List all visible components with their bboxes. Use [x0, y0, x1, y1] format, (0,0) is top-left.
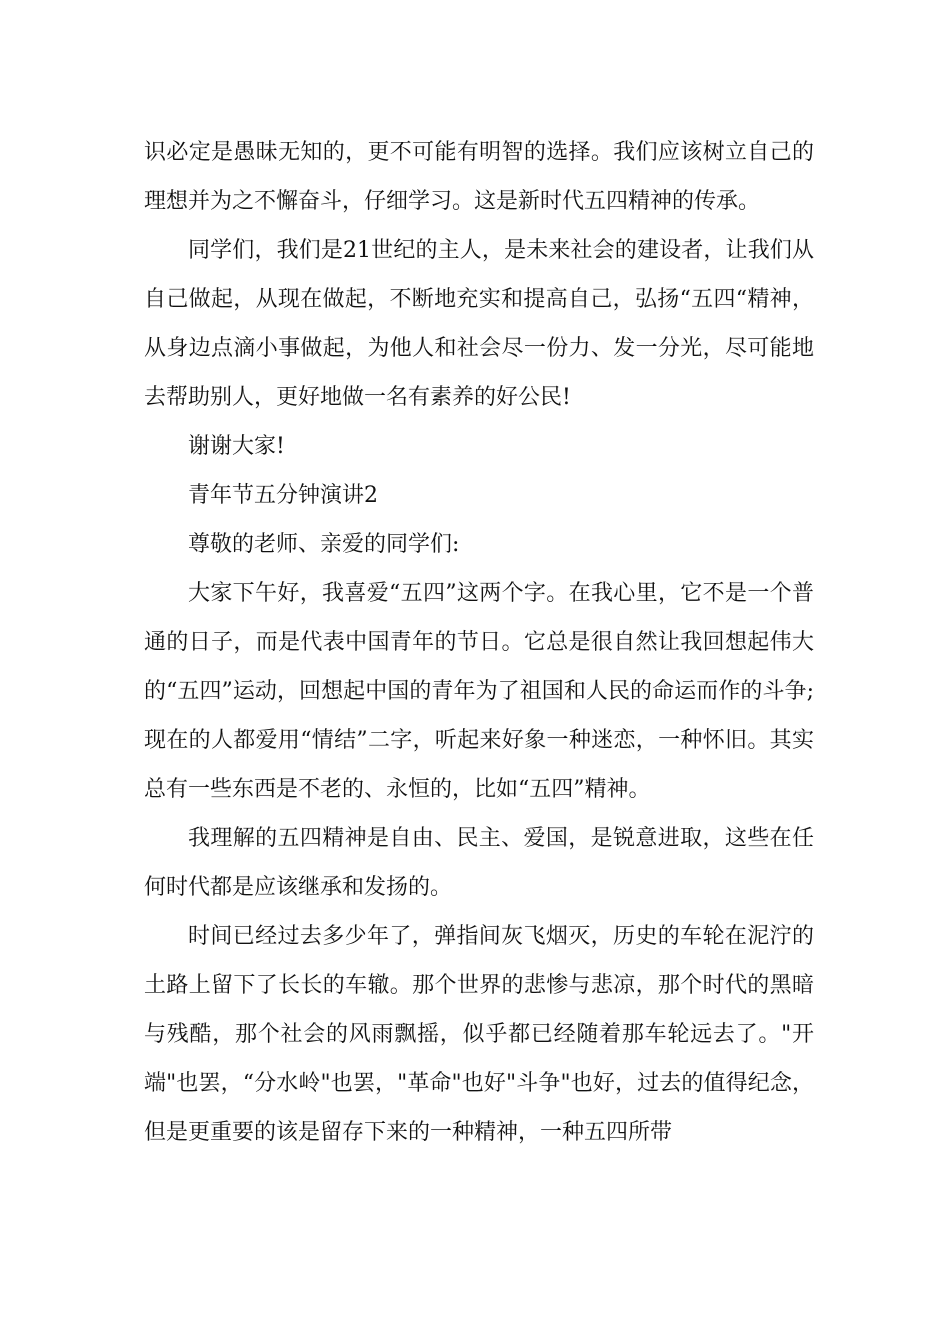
closing-thanks: 谢谢大家! — [188, 434, 285, 459]
paragraph: 同学们，我们是21世纪的主人，是未来社会的建设者，让我们从自己做起，从现在做起，不断地充实和提高自己，弘扬“五四“精神，从身边点滴小事做起，为他人和社会尽一份力、发一分光，尽可能地去帮助别人，更好地做一名有素养的好公民! — [144, 238, 814, 410]
document-body — [144, 128, 814, 1157]
paragraph: 识必定是愚昧无知的，更不可能有明智的选择。我们应该树立自己的理想并为之不懈奋斗，仔细学习。这是新时代五四精神的传承。 — [144, 140, 814, 214]
paragraph: 大家下午好，我喜爱“五四”这两个字。在我心里，它不是一个普通的日子，而是代表中国青年的节日。它总是很自然让我回想起伟大的“五四”运动，回想起中国的青年为了祖国和人民的命运而作的斗争;现在的人都爱用“情结”二字，听起来好象一种迷恋，一种怀旧。其实总有一些东西是不老的、永恒的，比如“五四”精神。 — [144, 581, 814, 802]
salutation: 尊敬的老师、亲爱的同学们: — [188, 532, 460, 557]
paragraph: 我理解的五四精神是自由、民主、爱国，是锐意进取，这些在任何时代都是应该继承和发扬的。 — [144, 826, 814, 900]
paragraph: 时间已经过去多少年了，弹指间灰飞烟灭，历史的车轮在泥泞的土路上留下了长长的车辙。那个世界的悲惨与悲凉，那个时代的黑暗与残酷，那个社会的风雨飘摇，似乎都已经随着那车轮远去了。"开端"也罢，“分水岭"也罢，"革命"也好"斗争"也好，过去的值得纪念，但是更重要的该是留存下来的一种精神，一种五四所带 — [144, 924, 814, 1145]
speech-title: 青年节五分钟演讲2 — [188, 483, 378, 508]
